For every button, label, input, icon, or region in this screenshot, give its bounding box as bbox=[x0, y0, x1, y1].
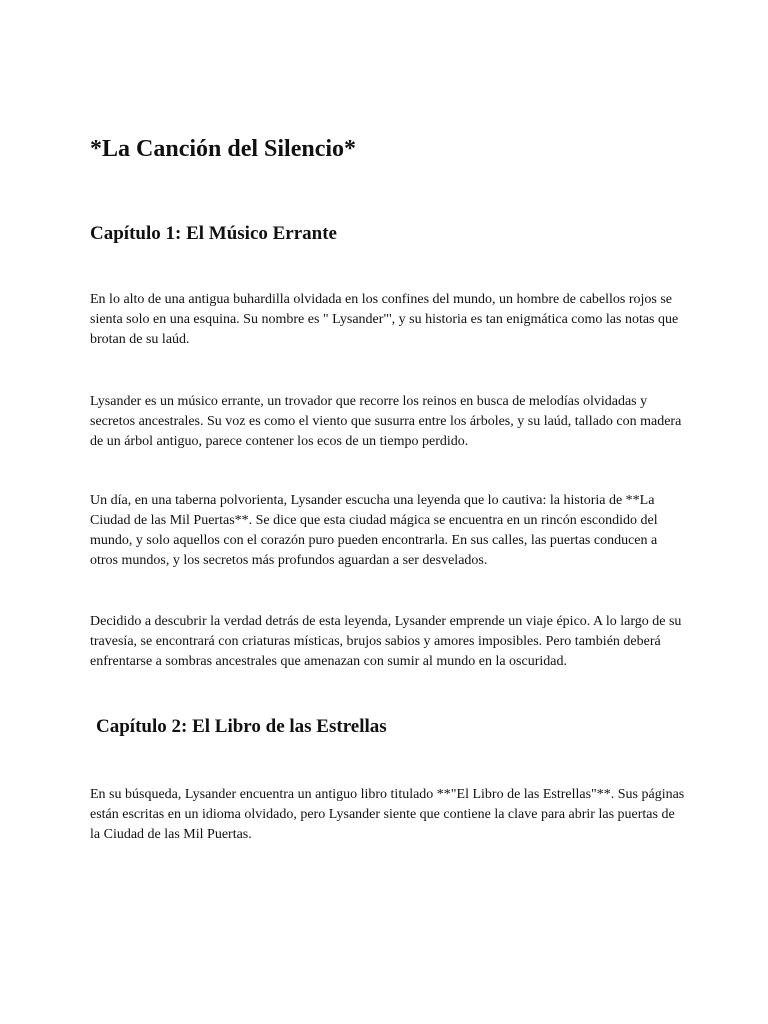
chapter-1-paragraph-3 bbox=[90, 491, 690, 571]
text-line: travesía, se encontrará con criaturas místicas, brujos sabios y amores imposibles. Pero también deberá bbox=[90, 634, 661, 649]
text-line: mundo, y solo aquellos con el corazón puro pueden encontrarla. En sus calles, las puertas conducen a bbox=[90, 533, 658, 548]
document-title: *La Canción del Silencio* bbox=[90, 136, 357, 162]
text-line: la Ciudad de las Mil Puertas. bbox=[90, 827, 252, 842]
text-line: brotan de su laúd. bbox=[90, 332, 190, 347]
chapter-1-heading: Capítulo 1: El Músico Errante bbox=[90, 223, 337, 244]
chapter-1-paragraph-4 bbox=[90, 612, 690, 672]
text-line: Ciudad de las Mil Puertas**. Se dice que esta ciudad mágica se encuentra en un rincón escondido del bbox=[90, 513, 658, 528]
text-line: secretos ancestrales. Su voz es como el viento que susurra entre los árboles, y su laúd, tallado con madera bbox=[90, 414, 682, 429]
text-line: En lo alto de una antigua buhardilla olvidada en los confines del mundo, un hombre de cabellos rojos se bbox=[90, 292, 673, 307]
chapter-2-heading: Capítulo 2: El Libro de las Estrellas bbox=[96, 716, 387, 737]
text-line: de un árbol antiguo, parece contener los ecos de un tiempo perdido. bbox=[90, 434, 469, 449]
text-line: otros mundos, y los secretos más profundos aguardan a ser desvelados. bbox=[90, 553, 488, 568]
text-line: sienta solo en una esquina. Su nombre es " Lysander"', y su historia es tan enigmática como las notas que bbox=[90, 312, 679, 327]
text-line: En su búsqueda, Lysander encuentra un antiguo libro titulado **"El Libro de las Estrellas"**. Sus páginas bbox=[90, 787, 685, 802]
text-line: están escritas en un idioma olvidado, pero Lysander siente que contiene la clave para abrir las puertas de bbox=[90, 807, 675, 822]
text-line: Lysander es un músico errante, un trovador que recorre los reinos en busca de melodías olvidadas y bbox=[90, 394, 648, 409]
chapter-1-paragraph-2 bbox=[90, 392, 690, 452]
chapter-2-paragraph-1 bbox=[90, 785, 690, 845]
text-line: Un día, en una taberna polvorienta, Lysander escucha una leyenda que lo cautiva: la historia de **La bbox=[90, 493, 655, 508]
chapter-1-paragraph-1 bbox=[90, 290, 690, 350]
text-line: Decidido a descubrir la verdad detrás de esta leyenda, Lysander emprende un viaje épico. A lo largo de su bbox=[90, 614, 682, 629]
text-line: enfrentarse a sombras ancestrales que amenazan con sumir al mundo en la oscuridad. bbox=[90, 654, 567, 669]
